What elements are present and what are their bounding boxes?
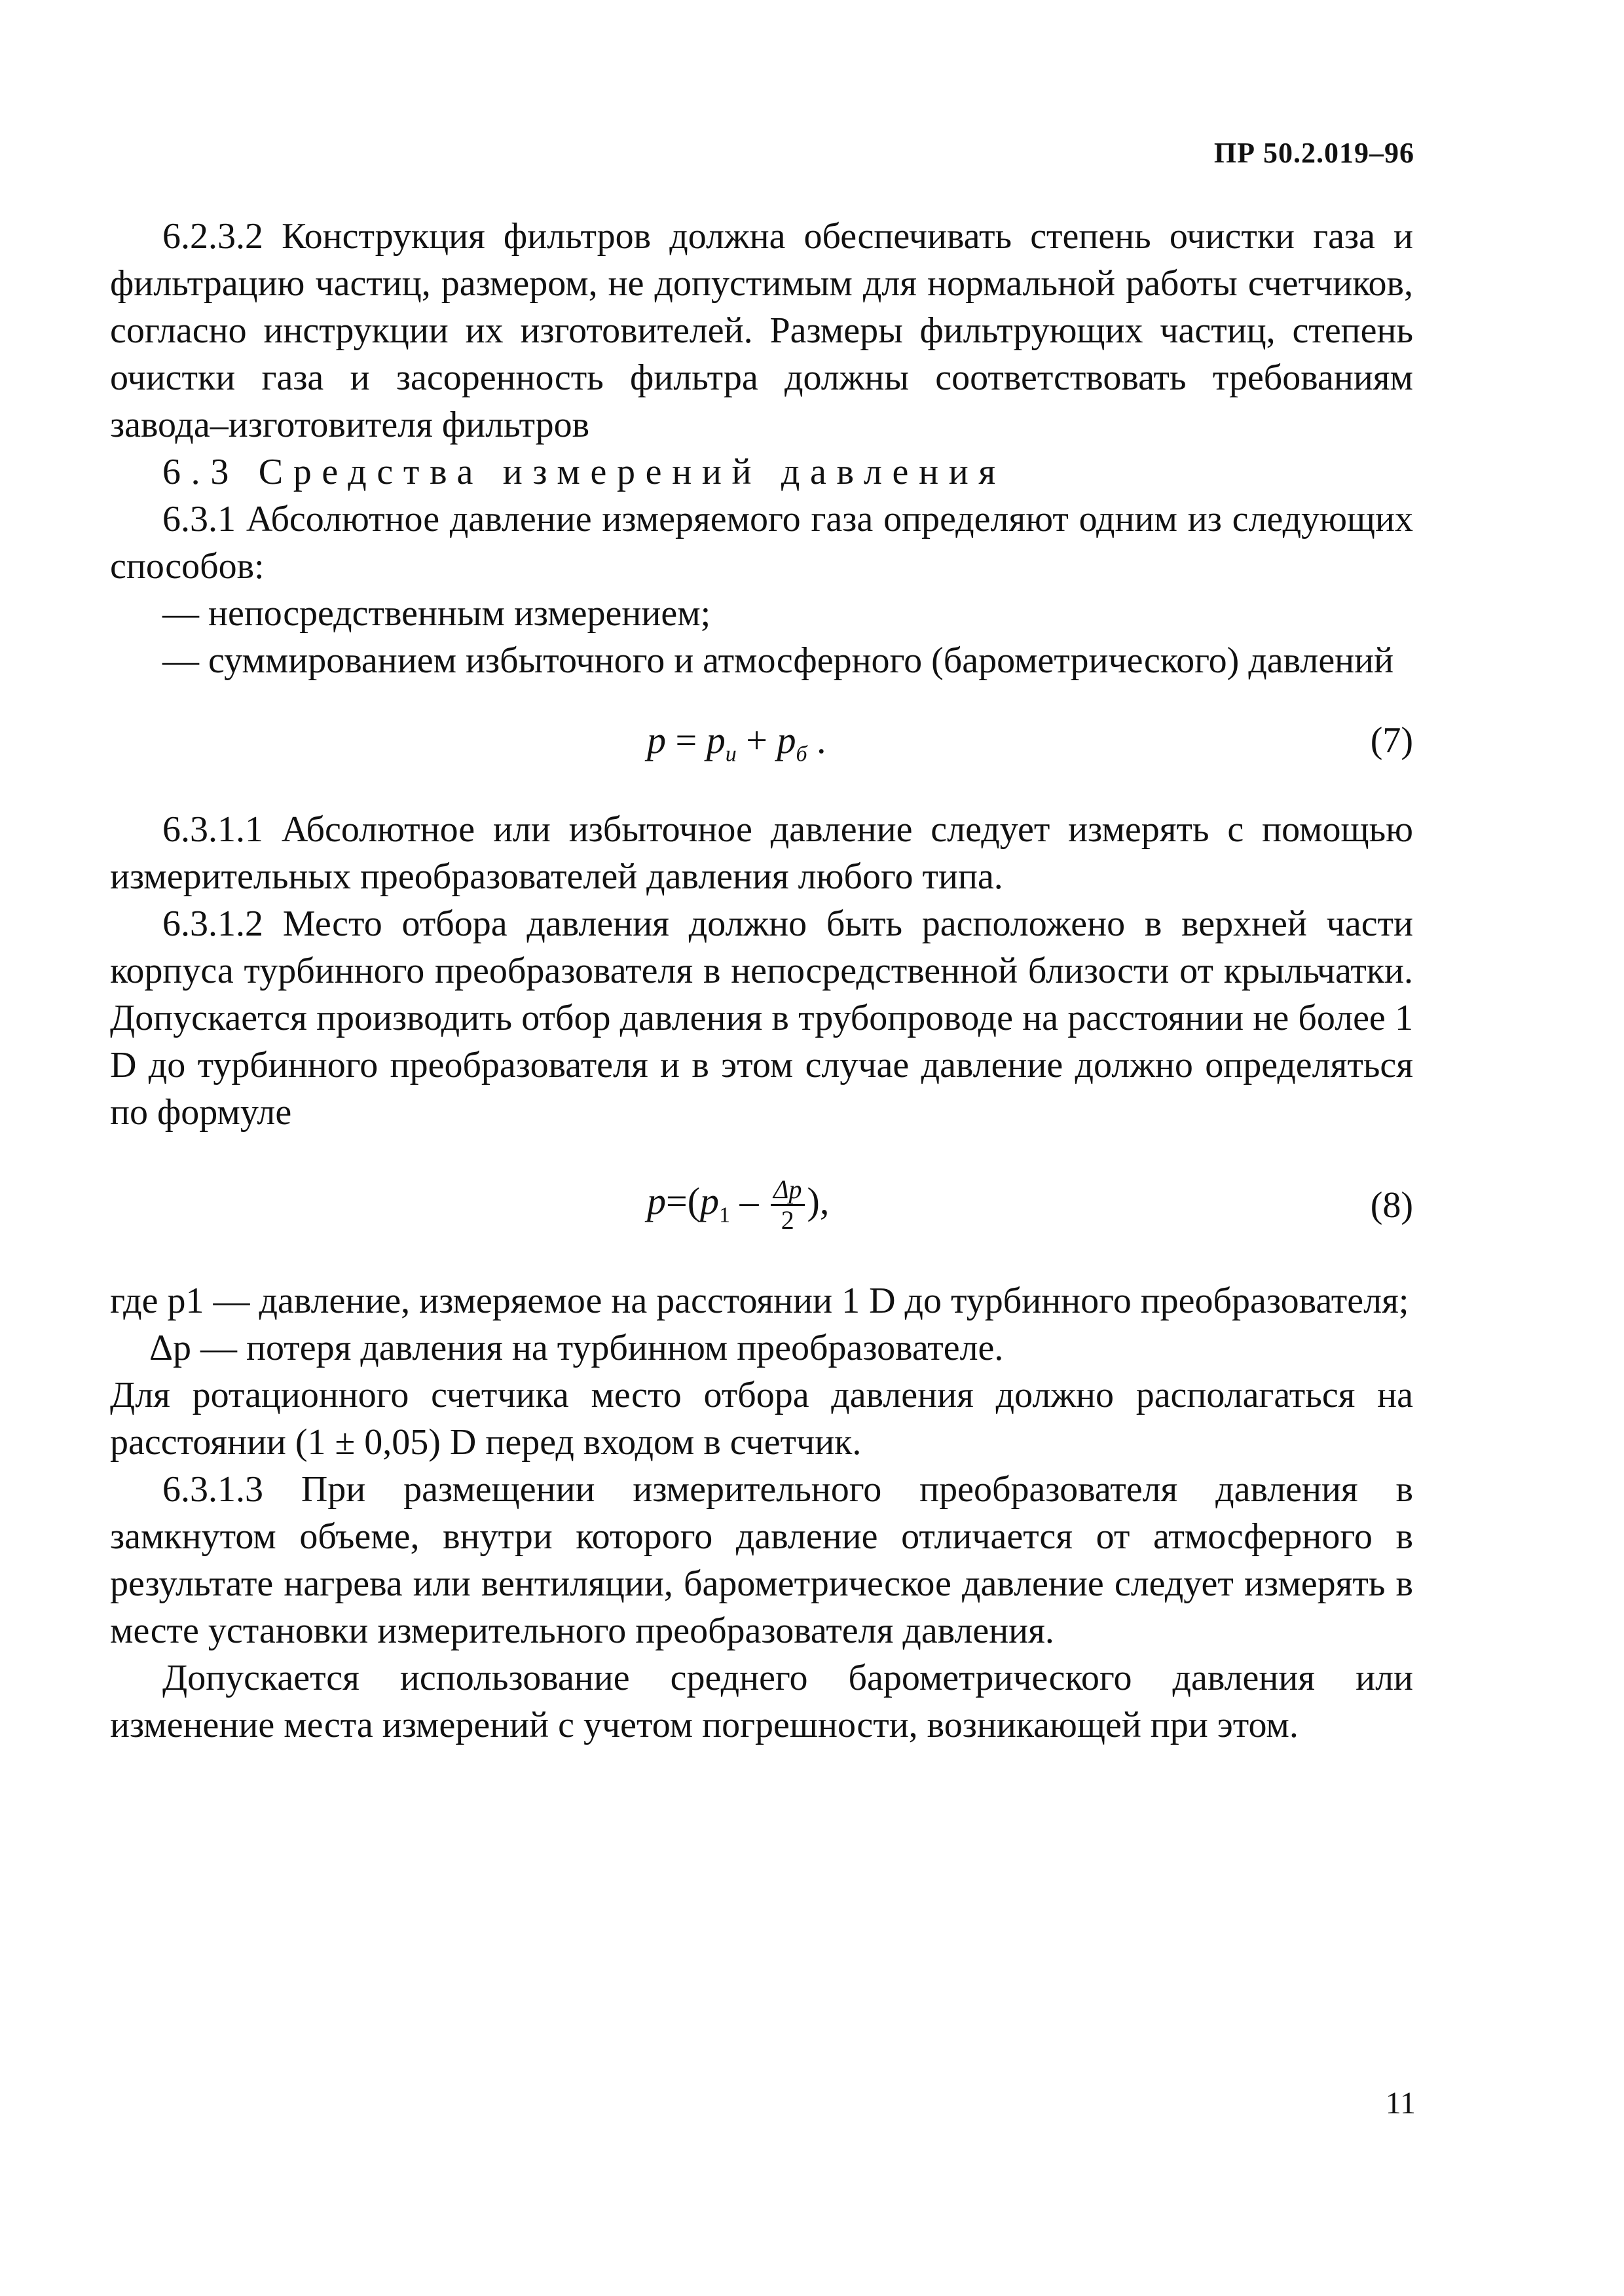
document-code: ПР 50.2.019–96 (1213, 137, 1414, 169)
paragraph-6-3-1-2: 6.3.1.2 Место отбора давления должно быть расположено в верхней части корпуса турбинного преобразователя в непосредственной близости от крыльчатки. Допускается производить отбор давления в трубопроводе на расстоянии не более 1 D до турбинного преобразователя и в этом случае давление должно определяться по формуле (110, 903, 1413, 1133)
list-item-direct-measurement: — непосредственным измерением; (162, 593, 711, 634)
where-dp-definition: Δp — потеря давления на турбинном преобразователе. (149, 1328, 1004, 1368)
formula-7 (110, 704, 1413, 782)
formula-8 (110, 1162, 1413, 1254)
formula-8-fraction: $\frac{\Delta p}{2}$ (771, 1175, 804, 1235)
paragraph-allowed-average: Допускается использование среднего барометрического давления или изменение места измерений с учетом погрешности, возникающей при этом. (110, 1658, 1413, 1745)
formula-8-number: (8) (1370, 1185, 1413, 1226)
paragraph-6-3-1-3: 6.3.1.3 При размещении измерительного преобразователя давления в замкнутом объеме, внутри которого давление отличается от атмосферного в результате нагрева или вентиляции, барометрическое давление следует измерять в месте установки измерительного преобразователя давления. (110, 1469, 1413, 1651)
paragraph-6-2-3-2: 6.2.3.2 Конструкция фильтров должна обеспечивать степень очистки газа и фильтрацию частиц, размером, не допустимым для нормальной работы счетчиков, согласно инструкции их изготовителей. Размеры фильтрующих частиц, степень очистки газа и засоренность фильтра должны соответствовать требованиям завода–изготовителя фильтров (110, 216, 1413, 445)
formula-7-number: (7) (1370, 720, 1413, 761)
paragraph-6-3-1: 6.3.1 Абсолютное давление измеряемого газа определяют одним из следующих способов: (110, 499, 1413, 587)
formula-7-expression: $p = p_и + p_б$ . (647, 719, 826, 767)
formula-8-expression: $p=(p_1$ – $\frac{\Delta p}{2}$ ), (647, 1175, 830, 1235)
where-p1-definition: где p1 — давление, измеряемое на расстоянии 1 D до турбинного преобразователя; (110, 1281, 1409, 1321)
section-heading-6-3: 6.3 Средства измерений давления (162, 452, 1006, 492)
paragraph-6-3-1-1: 6.3.1.1 Абсолютное или избыточное давление следует измерять с помощью измерительных преобразователей давления любого типа. (110, 809, 1413, 897)
paragraph-rotary-counter: Для ротационного счетчика место отбора давления должно располагаться на расстоянии (1 ± 0,05) D перед входом в счетчик. (110, 1375, 1413, 1463)
document-body (110, 213, 1413, 1749)
list-item-summation: — суммированием избыточного и атмосферного (барометрического) давлений (162, 640, 1394, 681)
page-number: 11 (1385, 2086, 1416, 2121)
